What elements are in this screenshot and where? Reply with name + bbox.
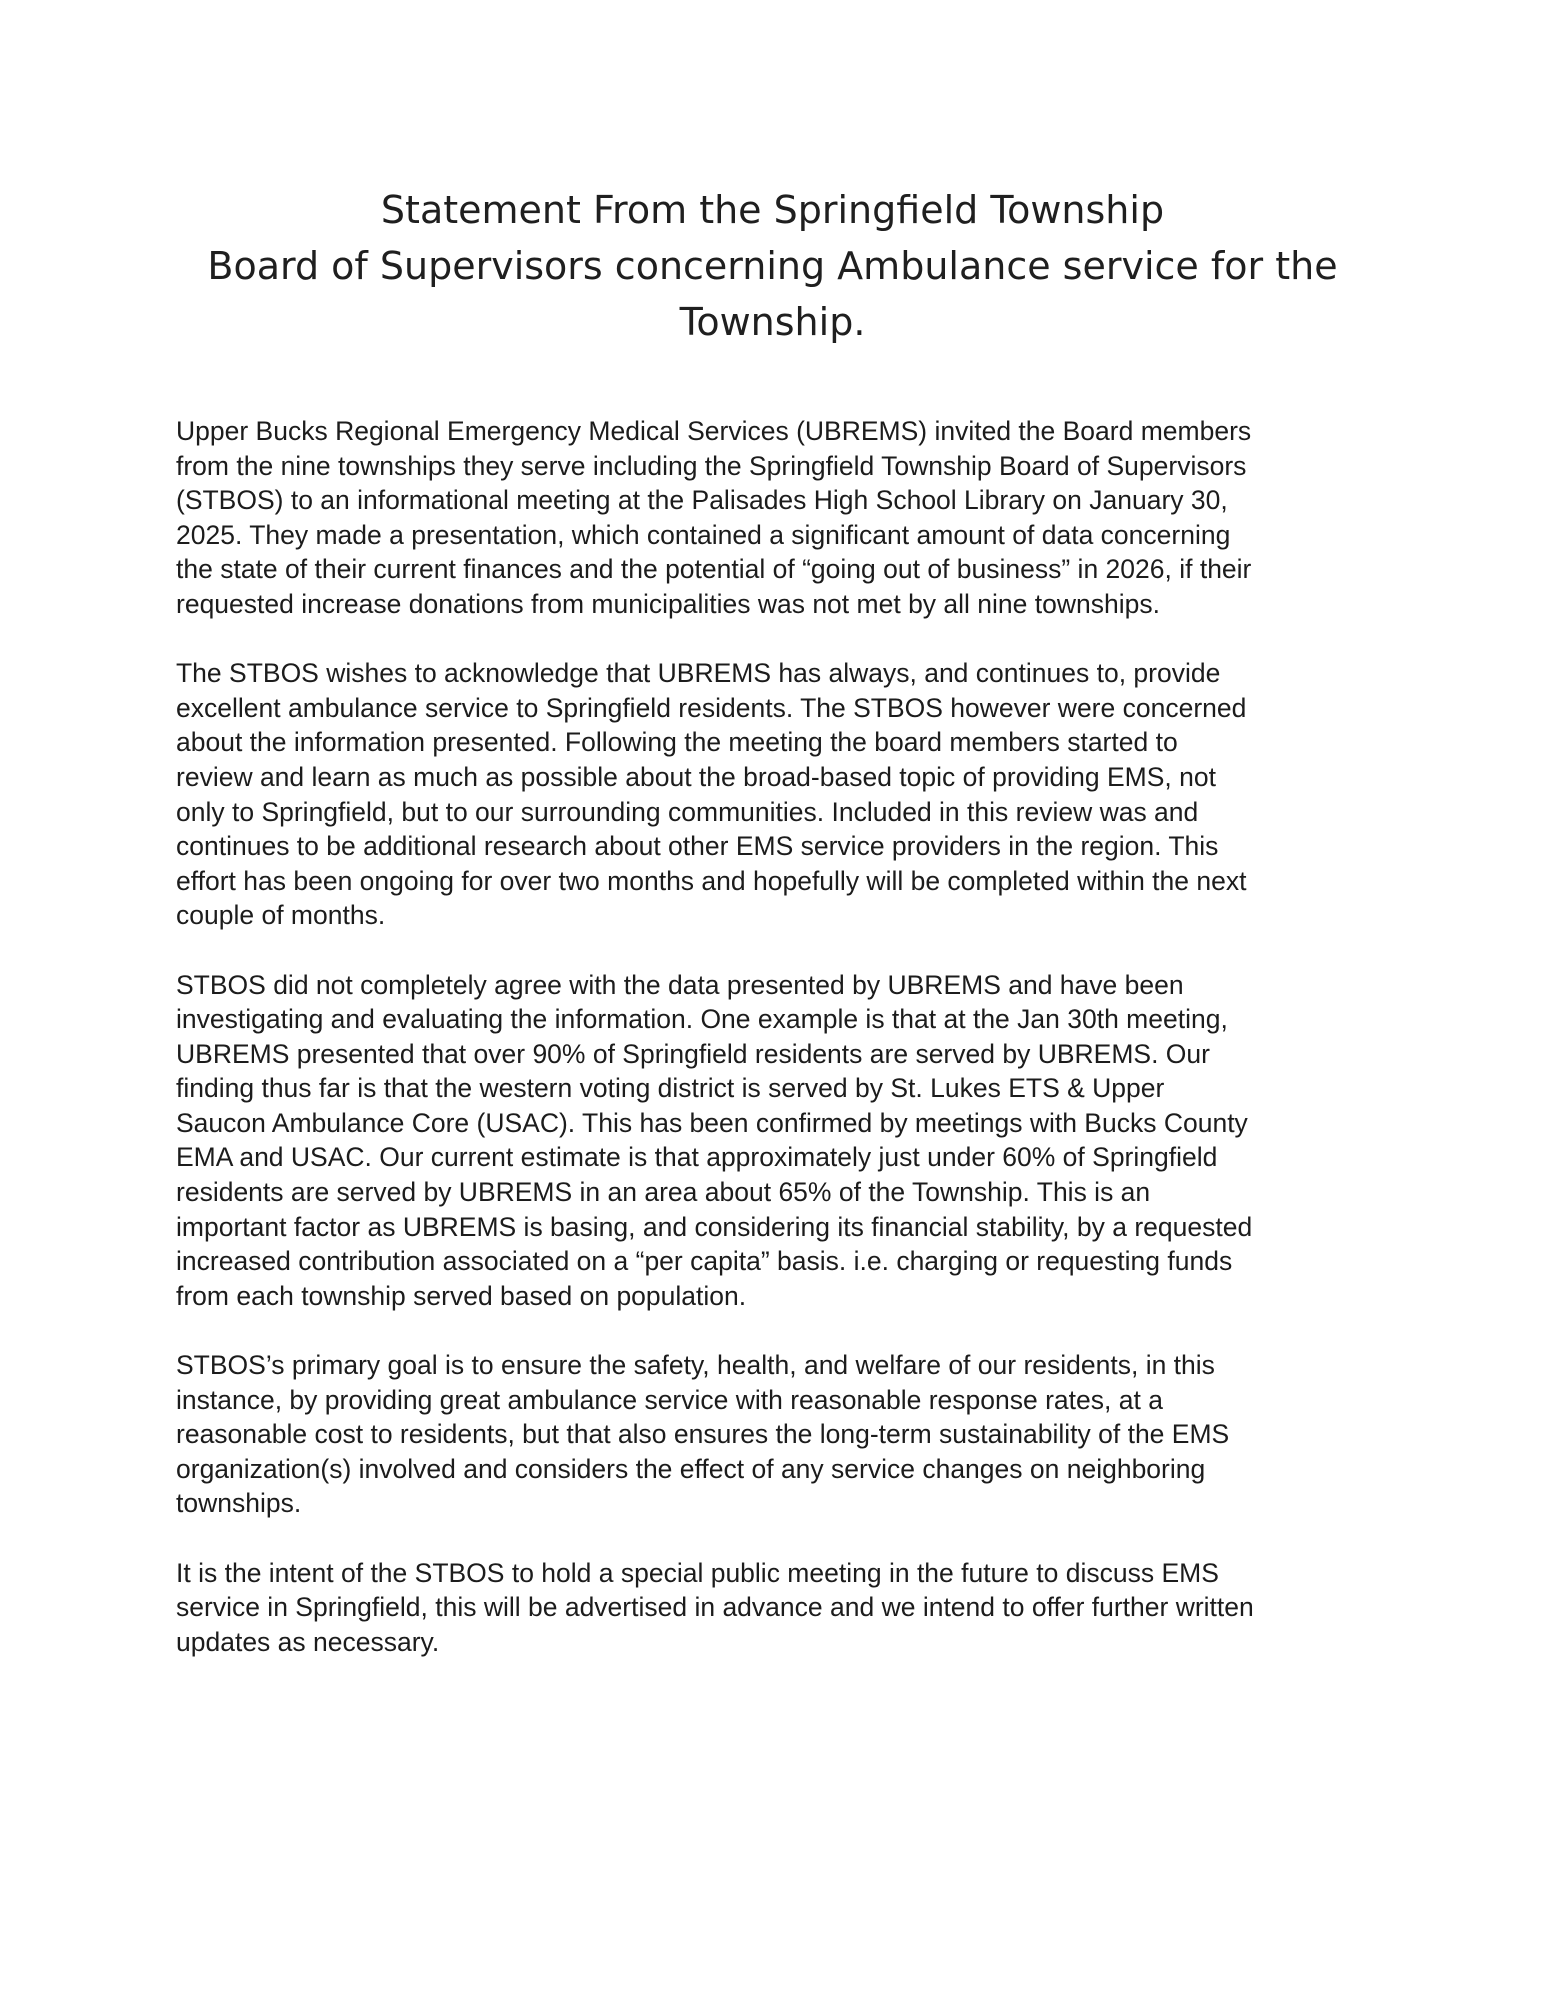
text-line: investigating and evaluating the information. One example is that at the Jan 30th meeting, <box>176 1004 1228 1035</box>
text-line: from each township served based on population. <box>176 1280 747 1311</box>
text-line: instance, by providing great ambulance service with reasonable response rates, at a <box>176 1384 1163 1415</box>
text-line: service in Springfield, this will be advertised in advance and we intend to offer further written <box>176 1592 1254 1623</box>
text-line: STBOS’s primary goal is to ensure the safety, health, and welfare of our residents, in this <box>176 1350 1215 1381</box>
title-line: Board of Supervisors concerning Ambulance service for the <box>207 244 1338 288</box>
paragraph-intro <box>176 414 1376 622</box>
text-line: updates as necessary. <box>176 1626 440 1657</box>
text-line: Saucon Ambulance Core (USAC). This has been confirmed by meetings with Bucks County <box>176 1107 1248 1138</box>
text-line: UBREMS presented that over 90% of Springfield residents are served by UBREMS. Our <box>176 1038 1210 1069</box>
text-line: excellent ambulance service to Springfield residents. The STBOS however were concerned <box>176 692 1247 723</box>
paragraph-acknowledgement <box>176 656 1376 933</box>
text-line: from the nine townships they serve including the Springfield Township Board of Supervisors <box>176 450 1247 481</box>
text-line: review and learn as much as possible about the broad-based topic of providing EMS, not <box>176 761 1216 792</box>
text-line: Upper Bucks Regional Emergency Medical Services (UBREMS) invited the Board members <box>176 416 1252 446</box>
paragraph-data-findings <box>176 968 1376 1314</box>
paragraph-primary-goal <box>176 1348 1376 1521</box>
text-line: residents are served by UBREMS in an area about 65% of the Township. This is an <box>176 1177 1151 1208</box>
text-line: finding thus far is that the western voting district is served by St. Lukes ETS & Upper <box>176 1073 1165 1104</box>
text-line: the state of their current finances and the potential of “going out of business” in 2026, if their <box>176 554 1252 585</box>
title-line: Statement From the Springfield Township <box>380 188 1165 232</box>
paragraph-public-meeting <box>176 1556 1376 1660</box>
text-line: only to Springfield, but to our surrounding communities. Included in this review was and <box>176 796 1199 827</box>
document-title <box>150 182 1395 350</box>
text-line: continues to be additional research about other EMS service providers in the region. This <box>176 831 1219 862</box>
text-line: increased contribution associated on a “per capita” basis. i.e. charging or requesting funds <box>176 1246 1233 1277</box>
text-line: EMA and USAC. Our current estimate is that approximately just under 60% of Springfield <box>176 1142 1218 1173</box>
title-line: Township. <box>679 300 866 344</box>
text-line: reasonable cost to residents, but that also ensures the long-term sustainability of the EMS <box>176 1419 1230 1450</box>
text-line: townships. <box>176 1488 302 1519</box>
text-line: organization(s) involved and considers the effect of any service changes on neighboring <box>176 1453 1206 1484</box>
text-line: 2025. They made a presentation, which contained a significant amount of data concerning <box>176 519 1231 550</box>
text-line: It is the intent of the STBOS to hold a special public meeting in the future to discuss EMS <box>176 1557 1219 1588</box>
text-line: requested increase donations from municipalities was not met by all nine townships. <box>176 588 1160 619</box>
text-line: effort has been ongoing for over two months and hopefully will be completed within the next <box>176 865 1247 896</box>
document-body <box>176 414 1376 1694</box>
text-line: (STBOS) to an informational meeting at the Palisades High School Library on January 30, <box>176 485 1228 516</box>
text-line: couple of months. <box>176 900 386 931</box>
text-line: STBOS did not completely agree with the data presented by UBREMS and have been <box>176 969 1184 1000</box>
text-line: about the information presented. Following the meeting the board members started to <box>176 727 1178 758</box>
text-line: important factor as UBREMS is basing, and considering its financial stability, by a requested <box>176 1211 1253 1242</box>
text-line: The STBOS wishes to acknowledge that UBREMS has always, and continues to, provide <box>176 658 1221 689</box>
